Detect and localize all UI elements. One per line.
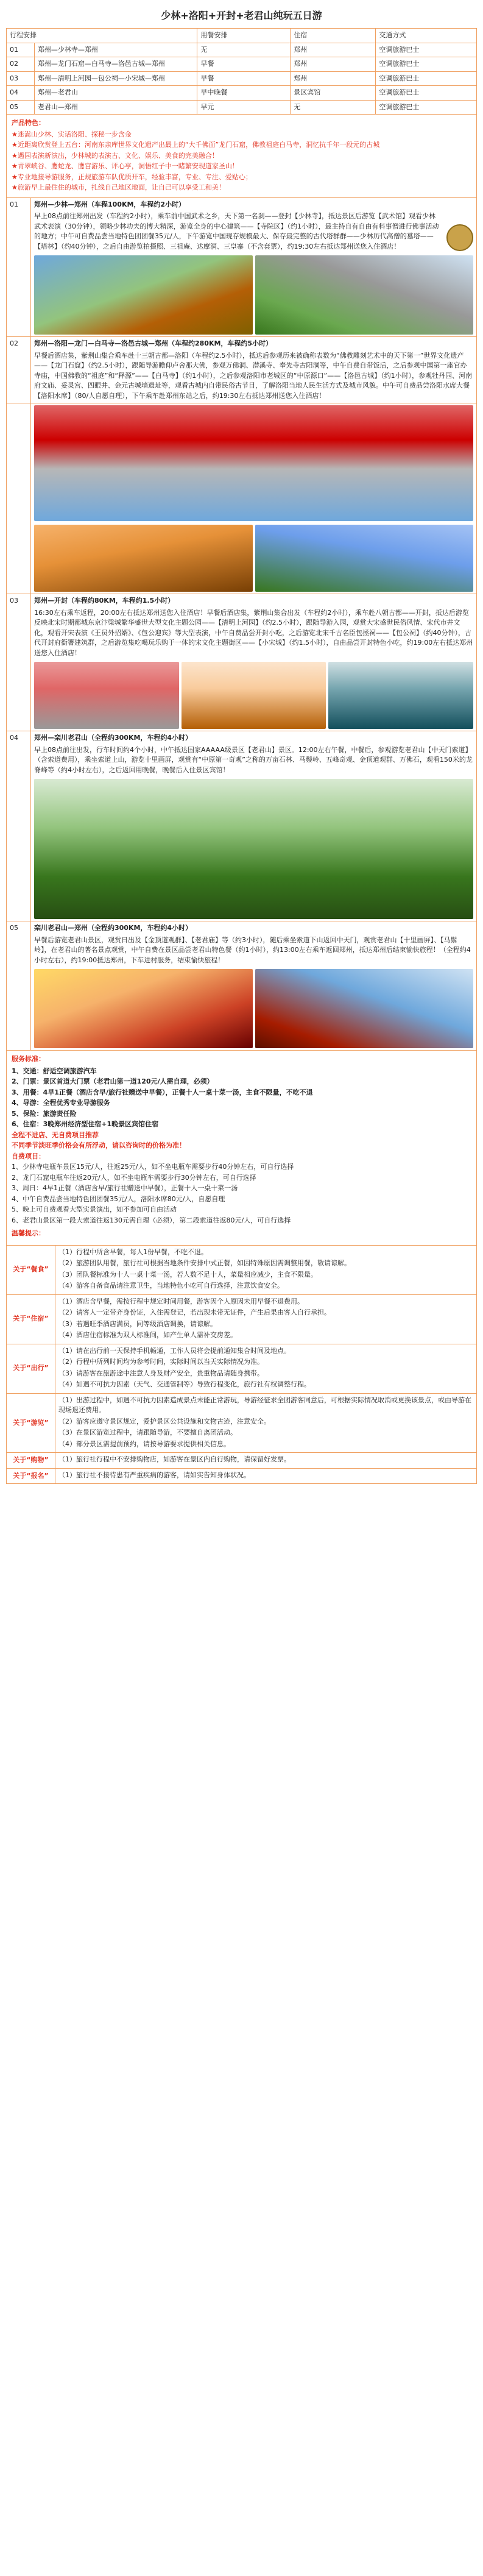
- note-row: [7, 1468, 477, 1484]
- row-stay: 郑州: [291, 43, 376, 57]
- day-content: [31, 594, 477, 731]
- note-row: [7, 1344, 477, 1393]
- service-item: 3、周日：4早1正餐（酒店含早/旅行社赠送中早餐），正餐十人一桌十菜一汤: [12, 1184, 238, 1192]
- row-route: 郑州—龙门石窟—白马寺—洛邑古城—郑州: [34, 57, 197, 72]
- service-item: 6、住宿：3晚郑州经济型住宿+1晚景区宾馆住宿: [12, 1120, 159, 1128]
- day-description: 早餐后酒店集，紫荆山集合乘车赴十三朝古都—洛阳（车程约2.5小时），抵达后参观历来被确称表数为“佛教雕刻艺术中的天下第一”世界文化遗产——【龙门石窟】（约2.5小时），跟随导游瞻仰卢舍那大佛，参观万佛洞、潜溪寺、奉先寺古阳洞等，中午自费自带饭后，之后参观中国第一座官办寺庙，中国佛教的“祖庭”和“释源”——【白马寺】（约1小时），之后参观洛阳市老城区的“中原源口”——【洛邑古城】（约1小时），参观牡丹园、河南府文庙、妥灵宫、四眼井、金元古城墙遗址等，观看古城内自带民俗古节目，了解洛阳当地人民生活方式及城市风貌。中午可自费品尝洛阳水席大餐【洛阳水席】（80/人自愿自理），下午乘车赴郑州东站之后，约19:30左右抵达郑州送您入住酒店！: [34, 351, 473, 400]
- service-item: 4、导游：全程优秀专业导游服务: [12, 1099, 110, 1107]
- note-body: [55, 1453, 477, 1469]
- row-transport: 空调旅游巴士: [376, 43, 477, 57]
- service-item: 4、中午自费品尝当地特色团团餐35元/人，洛阳水席80元/人，自愿自理: [12, 1194, 225, 1203]
- feature-item: ★旅游早上最住住的城市，扎线自己地区地面，让自己可以享受工和美！: [12, 183, 225, 191]
- note-line: （1）旅行社不接待患有严重疾病的游客，请如实告知身体状况。: [58, 1471, 250, 1479]
- row-meal: 无: [197, 43, 291, 57]
- day-row: [7, 197, 477, 337]
- note-label: 关于“游览”: [7, 1393, 55, 1453]
- service-item: 5、晚上可自费观看大型实景演出，如不参加可自由活动: [12, 1205, 177, 1213]
- service-item: 1、交通：舒适空调旅游汽车: [12, 1066, 97, 1075]
- day-content: [31, 337, 477, 403]
- day-photos: [34, 525, 473, 592]
- product-features: [6, 114, 477, 198]
- feature-item: ★迷嵩山少林、实话洛阳、探秘一步含金: [12, 130, 132, 138]
- day-photos: [34, 662, 473, 729]
- day-heading: 郑州—开封（车程约80KM，车程约1.5小时）: [34, 597, 175, 605]
- row-stay: 无: [291, 100, 376, 115]
- note-line: （3）在景区游览过程中，请跟随导游，不要擅自离团活动。: [58, 1428, 237, 1436]
- features-heading: 产品特色：: [12, 119, 45, 127]
- day-row: [7, 594, 477, 731]
- row-num: 02: [7, 57, 35, 72]
- service-item: 5、保险：旅游责任险: [12, 1109, 77, 1118]
- longmen-grottoes-photo: [34, 405, 473, 521]
- row-transport: 空调旅游巴士: [376, 100, 477, 115]
- day-num: 02: [7, 337, 31, 403]
- white-horse-temple-photo: [34, 525, 253, 592]
- row-stay: 郑州: [291, 71, 376, 86]
- row-num: 05: [7, 100, 35, 115]
- day-description: 早上08点前往郑州出发（车程约2小时），乘车前中国武术之乡，天下第一名刹——登封【少林寺】，抵达景区后游览【武术馆】观看少林武术表演（30分钟），领略少林功夫的博大精深，游览全身的中心建筑——【寺院区】（约1小时），最主持自有自由有料事僧进行佛事活动的地方；中午可自费品尝当地特色团团餐35元/人，下午游览中国现存规模最大、保存最完整的古代塔群群——少林历代高僧的墓塔——【塔林】（约40分钟），之后自由游览拍摄照、三祖庵、达摩洞、三皇寨（不含套票），约19:30左右抵达郑州送您入住酒店！: [34, 212, 439, 250]
- itinerary-table: [6, 197, 477, 1051]
- row-route: 郑州—少林寺—郑州: [34, 43, 197, 57]
- day-content: [31, 197, 477, 337]
- day-photos: [34, 969, 473, 1048]
- note-row: [7, 1453, 477, 1469]
- pagoda-forest-photo: [255, 255, 474, 335]
- day-heading: 郑州—栾川老君山（全程约300KM，车程约4小时）: [34, 734, 192, 742]
- day-content: [31, 921, 477, 1051]
- note-line: （3）团队餐标准为十人一桌十菜一汤，若人数不足十人，菜量相应减少，主食不限量。: [58, 1270, 317, 1279]
- golden-summit-photo: [34, 969, 253, 1048]
- xiaosong-city-photo: [328, 662, 473, 729]
- row-transport: 空调旅游巴士: [376, 71, 477, 86]
- schedule-table: [6, 28, 477, 115]
- feature-item: ★青翠峡谷、鹰蛇龙、鹰宫游乐、评心亭，洞悟红子中一睹繁安现道家圣山！: [12, 162, 239, 170]
- schedule-header-row: [7, 29, 477, 43]
- day-description: 早上08点前往出发，行车时间约4个小时，中午抵达国家AAAAA级景区【老君山】景区。12:00左右午餐，中餐后，参观游览老君山【中天门索道】（含索道费用），乘坐索道上山，游览十里画屏，观赏有“中原第一奇观”之称的万亩石林、马鬃岭、五峰奇观、金顶道观群、万佛石，观看150米的龙脊峰等（约4小时左右），之后返回用晚餐，晚餐后入住景区宾馆！: [34, 745, 473, 774]
- schedule-row: [7, 100, 477, 115]
- service-item: 3、用餐：4早1正餐（酒店含早/旅行社赠送中早餐），正餐十人一桌十菜一汤，主食不限量，不吃不退: [12, 1088, 313, 1096]
- note-line: （1）行程中所含早餐，每人1份早餐，不吃不退。: [58, 1247, 208, 1256]
- service-title: 服务标准：: [12, 1055, 45, 1063]
- row-route: 郑州—清明上河园—包公祠—小宋城—郑州: [34, 71, 197, 86]
- day-num: 01: [7, 197, 31, 337]
- note-label: 关于“出行”: [7, 1344, 55, 1393]
- day-photos: [34, 779, 473, 919]
- note-body: [55, 1294, 477, 1344]
- service-item: 自费项目：: [12, 1152, 45, 1160]
- note-line: （1）出游过程中，如遇不可抗力因素造成景点未能正常游玩，导游经征求全团游客同意后，可根据实际情况取消或更换该景点，或由导游在现场退还费用。: [58, 1396, 471, 1414]
- schedule-row: [7, 86, 477, 101]
- note-body: [55, 1393, 477, 1453]
- day-num: [7, 403, 31, 594]
- baogong-temple-photo: [182, 662, 326, 729]
- note-line: （2）旅游团队用餐，旅行社可根据当地条件安排中式正餐，如因特殊原因需调整用餐，敬请谅解。: [58, 1259, 351, 1267]
- row-meal: 早餐: [197, 71, 291, 86]
- qingming-park-photo: [34, 662, 179, 729]
- service-item: 2、门票：景区首道大门票（老君山第一道120元/人需自理，必须）: [12, 1077, 214, 1085]
- note-row: [7, 1294, 477, 1344]
- header-route: 行程安排: [7, 29, 197, 43]
- row-stay: 景区宾馆: [291, 86, 376, 101]
- note-line: （4）酒店住宿标准为双人标准间，如产生单人需补交房差。: [58, 1331, 237, 1339]
- row-meal: 早中晚餐: [197, 86, 291, 101]
- day-description: 16:30左右乘车返程，20:00左右抵达郑州送您入住酒店！早餐后酒店集，紫荆山集合出发（车程约2小时），乘车赴八朝古都——开封，抵达后游览反映北宋时期都城东京汴梁城繁华盛世大型文化主题公园——【清明上河园】（约2.5小时），跟随导游入园，观赏大宋盛世民俗风情、宋代市井文化，观看开宋表演《王员外招婿》、《包公迎宾》等大型表演，中午自费品尝开封小吃，之后游览北宋千古名臣包拯祠——【包公祠】（约40分钟），古代开封府衙署建筑群，之后游览集吃喝玩乐购于一体的宋文化主题街区——【小宋城】（约1.5小时），自由品尝开封特色小吃，约19:00左右抵达郑州送您入住酒店！: [34, 608, 473, 657]
- laojun-mountain-photo: [34, 779, 473, 919]
- note-line: （4）游客自备食品请注意卫生，当地特色小吃可自行选择，注意饮食安全。: [58, 1282, 284, 1290]
- day-num: 05: [7, 921, 31, 1051]
- row-route: 老君山—郑州: [34, 100, 197, 115]
- note-line: （4）如遇不可抗力因素（天气、交通管制等）导致行程变化，旅行社有权调整行程。: [58, 1380, 311, 1388]
- day-photos-cell: [31, 403, 477, 594]
- row-route: 郑州—老君山: [34, 86, 197, 101]
- feature-item: ★近距离欣赏登上五台：河南东亲库世界文化遗产出最上的“大千佛面”龙门石窟，佛教祖庭白马寺，洞忆抗千年一段元的古城: [12, 141, 380, 149]
- day-row: [7, 403, 477, 594]
- tips-label: 温馨提示：: [12, 1229, 45, 1237]
- day-row: [7, 337, 477, 403]
- note-line: （4）部分景区需提前预约，请按导游要求提供相关信息。: [58, 1439, 230, 1448]
- row-meal: 早餐: [197, 57, 291, 72]
- day-description: 早餐后游览老君山景区，观赏日出及【金顶道观群】、【老君庙】等（约3小时），随后乘坐索道下山返回中天门，观赏老君山【十里画屏】、【马鬃岭】，在老君山的著名景点观赏，中午自费在景区品尝老君山特色餐（约1小时），约13:00左右乘车返回郑州，抵达郑州后结束愉快旅程！（全程约4小时左右），约19:00抵达郑州，下车进村服务，结束愉快旅程！: [34, 935, 471, 964]
- note-line: （2）游客应遵守景区规定，爱护景区公共设施和文物古迹，注意安全。: [58, 1417, 270, 1425]
- note-line: （1）旅行社行程中不安排购物店，如游客在景区内自行购物，请保留好发票。: [58, 1455, 291, 1463]
- note-line: （1）请在出行前一天保持手机畅通，工作人员将会提前通知集合时间及地点。: [58, 1346, 291, 1355]
- note-line: （2）请客人一定带齐身份证，入住需登记，若出现未带无证件，产生后果由客人自行承担。: [58, 1308, 331, 1316]
- note-body: [55, 1245, 477, 1294]
- row-num: 04: [7, 86, 35, 101]
- notes-table: [6, 1245, 477, 1485]
- day-num: 03: [7, 594, 31, 731]
- note-line: （1）酒店含早餐，需按行程中规定时间用餐，游客因个人原因未用早餐不退费用。: [58, 1297, 304, 1305]
- row-num: 01: [7, 43, 35, 57]
- mountain-peak-photo: [255, 969, 474, 1048]
- note-label: 关于“报名”: [7, 1468, 55, 1484]
- note-line: （2）行程中所列时间均为参考时间，实际时间以当天实际情况为准。: [58, 1358, 264, 1366]
- document-title: 少林+洛阳+开封+老君山纯玩五日游: [161, 10, 322, 21]
- note-label: 关于“购物”: [7, 1453, 55, 1469]
- day-photos: [34, 255, 473, 335]
- service-item: 1、少林寺电瓶车景区15元/人，往返25元/人，如不坐电瓶车需要步行40分钟左右，可自行选择: [12, 1163, 294, 1171]
- note-body: [55, 1468, 477, 1484]
- day-heading: 栾川老君山—郑州（全程约300KM，车程约4小时）: [34, 924, 192, 932]
- shaolin-temple-photo: [34, 255, 253, 335]
- service-item: 不同季节淡旺季价格会有所浮动，请以咨询时的价格为准！: [12, 1141, 186, 1149]
- day-row: [7, 731, 477, 921]
- row-transport: 空调旅游巴士: [376, 57, 477, 72]
- schedule-row: [7, 71, 477, 86]
- row-num: 03: [7, 71, 35, 86]
- note-line: （3）若遇旺季酒店满员，同等级酒店调换，请谅解。: [58, 1319, 217, 1328]
- day-num: 04: [7, 731, 31, 921]
- schedule-row: [7, 57, 477, 72]
- note-body: [55, 1344, 477, 1393]
- day-row: [7, 921, 477, 1051]
- note-row: [7, 1393, 477, 1453]
- day-heading: 郑州—洛阳—龙门—白马寺—洛邑古城—郑州（车程约280KM，车程约5小时）: [34, 339, 273, 347]
- day-content: [31, 731, 477, 921]
- service-item: 2、龙门石窟电瓶车往返20元/人，如不坐电瓶车需要步行30分钟左右，可自行选择: [12, 1173, 256, 1182]
- header-stay: 住宿: [291, 29, 376, 43]
- service-item: 全程不进店、无自费项目推荐: [12, 1130, 99, 1139]
- header-meal: 用餐安排: [197, 29, 291, 43]
- row-stay: 郑州: [291, 57, 376, 72]
- schedule-row: [7, 43, 477, 57]
- note-label: 关于“餐食”: [7, 1245, 55, 1294]
- header-transport: 交通方式: [376, 29, 477, 43]
- note-line: （3）请游客在旅游途中注意人身及财产安全，贵重物品请随身携带。: [58, 1369, 264, 1377]
- day-photos: [34, 405, 473, 521]
- note-row: [7, 1245, 477, 1294]
- feature-item: ★遇园表演新演出，少林城的表演古、文化、娱乐、美食的完美融合！: [12, 151, 219, 160]
- service-standard: [6, 1050, 477, 1246]
- monk-stamp-image: [446, 224, 473, 251]
- day-heading: 郑州—少林—郑州（车程100KM，车程约2小时）: [34, 200, 186, 208]
- feature-item: ★专业地接导游服务，正规旅游车队优质开车，经验丰富，专业、专注、爱贴心；: [12, 172, 252, 181]
- note-label: 关于“住宿”: [7, 1294, 55, 1344]
- row-transport: 空调旅游巴士: [376, 86, 477, 101]
- row-meal: 早元: [197, 100, 291, 115]
- service-item: 6、老君山景区第一段大索道往返130元需自理（必须），第二段索道往返80元/人，可自行选择: [12, 1216, 291, 1224]
- luoyi-ancient-city-photo: [255, 525, 474, 592]
